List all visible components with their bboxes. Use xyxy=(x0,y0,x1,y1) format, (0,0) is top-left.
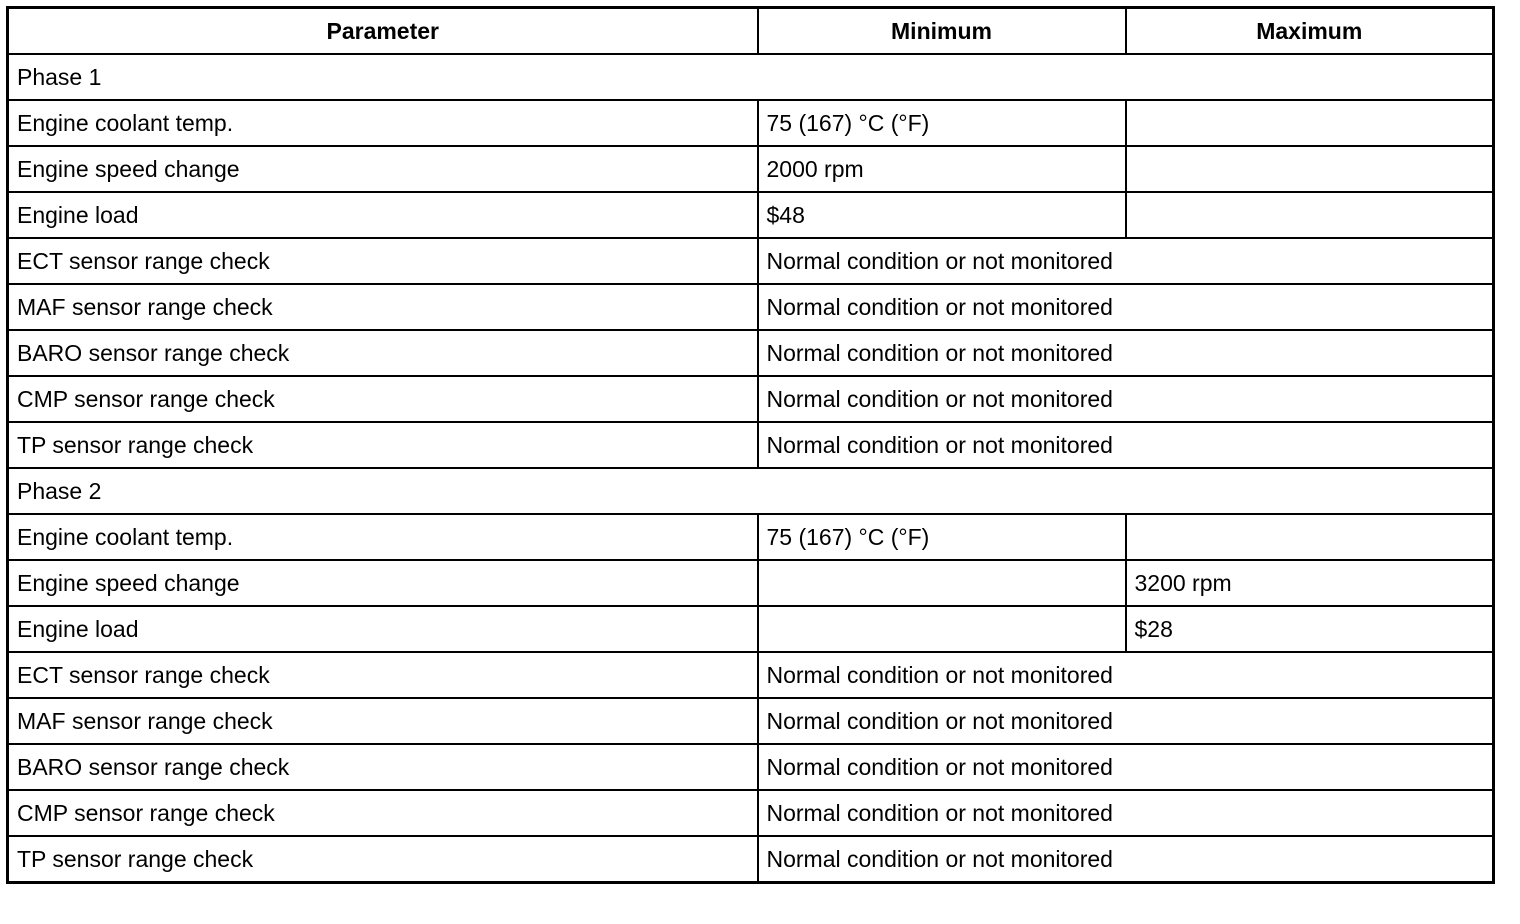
section-label: Phase 1 xyxy=(8,54,1494,100)
parameter-cell: Engine coolant temp. xyxy=(8,100,758,146)
table-header xyxy=(8,8,1494,55)
condition-cell: Normal condition or not monitored xyxy=(758,652,1494,698)
parameter-cell: BARO sensor range check xyxy=(8,330,758,376)
minimum-cell: 75 (167) °C (°F) xyxy=(758,514,1126,560)
condition-cell: Normal condition or not monitored xyxy=(758,790,1494,836)
table-row xyxy=(8,146,1494,192)
maximum-cell xyxy=(1126,192,1494,238)
condition-cell: Normal condition or not monitored xyxy=(758,284,1494,330)
minimum-cell: 75 (167) °C (°F) xyxy=(758,100,1126,146)
minimum-cell xyxy=(758,560,1126,606)
condition-cell: Normal condition or not monitored xyxy=(758,744,1494,790)
table-row xyxy=(8,836,1494,883)
table-row xyxy=(8,606,1494,652)
parameter-cell: TP sensor range check xyxy=(8,836,758,883)
table-row xyxy=(8,192,1494,238)
maximum-cell xyxy=(1126,514,1494,560)
header-parameter: Parameter xyxy=(8,8,758,55)
maximum-cell xyxy=(1126,146,1494,192)
table-row xyxy=(8,284,1494,330)
table-row xyxy=(8,698,1494,744)
table-row xyxy=(8,790,1494,836)
parameter-cell: CMP sensor range check xyxy=(8,790,758,836)
table-body xyxy=(8,54,1494,883)
table-row xyxy=(8,744,1494,790)
section-row xyxy=(8,54,1494,100)
table-row xyxy=(8,514,1494,560)
parameter-cell: Engine speed change xyxy=(8,146,758,192)
condition-cell: Normal condition or not monitored xyxy=(758,836,1494,883)
parameter-cell: MAF sensor range check xyxy=(8,698,758,744)
section-label: Phase 2 xyxy=(8,468,1494,514)
section-row xyxy=(8,468,1494,514)
maximum-cell: $28 xyxy=(1126,606,1494,652)
parameter-cell: CMP sensor range check xyxy=(8,376,758,422)
maximum-cell: 3200 rpm xyxy=(1126,560,1494,606)
table-row xyxy=(8,376,1494,422)
condition-cell: Normal condition or not monitored xyxy=(758,376,1494,422)
minimum-cell: $48 xyxy=(758,192,1126,238)
parameter-cell: TP sensor range check xyxy=(8,422,758,468)
parameter-cell: ECT sensor range check xyxy=(8,652,758,698)
parameter-cell: Engine load xyxy=(8,192,758,238)
condition-cell: Normal condition or not monitored xyxy=(758,422,1494,468)
condition-cell: Normal condition or not monitored xyxy=(758,238,1494,284)
parameter-cell: Engine speed change xyxy=(8,560,758,606)
minimum-cell: 2000 rpm xyxy=(758,146,1126,192)
table-row xyxy=(8,560,1494,606)
maximum-cell xyxy=(1126,100,1494,146)
parameter-cell: BARO sensor range check xyxy=(8,744,758,790)
table-row xyxy=(8,330,1494,376)
parameter-table xyxy=(6,6,1495,884)
parameter-cell: Engine load xyxy=(8,606,758,652)
minimum-cell xyxy=(758,606,1126,652)
table-row xyxy=(8,422,1494,468)
header-row xyxy=(8,8,1494,55)
condition-cell: Normal condition or not monitored xyxy=(758,330,1494,376)
header-minimum: Minimum xyxy=(758,8,1126,55)
parameter-cell: MAF sensor range check xyxy=(8,284,758,330)
table-row xyxy=(8,238,1494,284)
header-maximum: Maximum xyxy=(1126,8,1494,55)
table-row xyxy=(8,100,1494,146)
parameter-cell: ECT sensor range check xyxy=(8,238,758,284)
parameter-cell: Engine coolant temp. xyxy=(8,514,758,560)
condition-cell: Normal condition or not monitored xyxy=(758,698,1494,744)
table-row xyxy=(8,652,1494,698)
